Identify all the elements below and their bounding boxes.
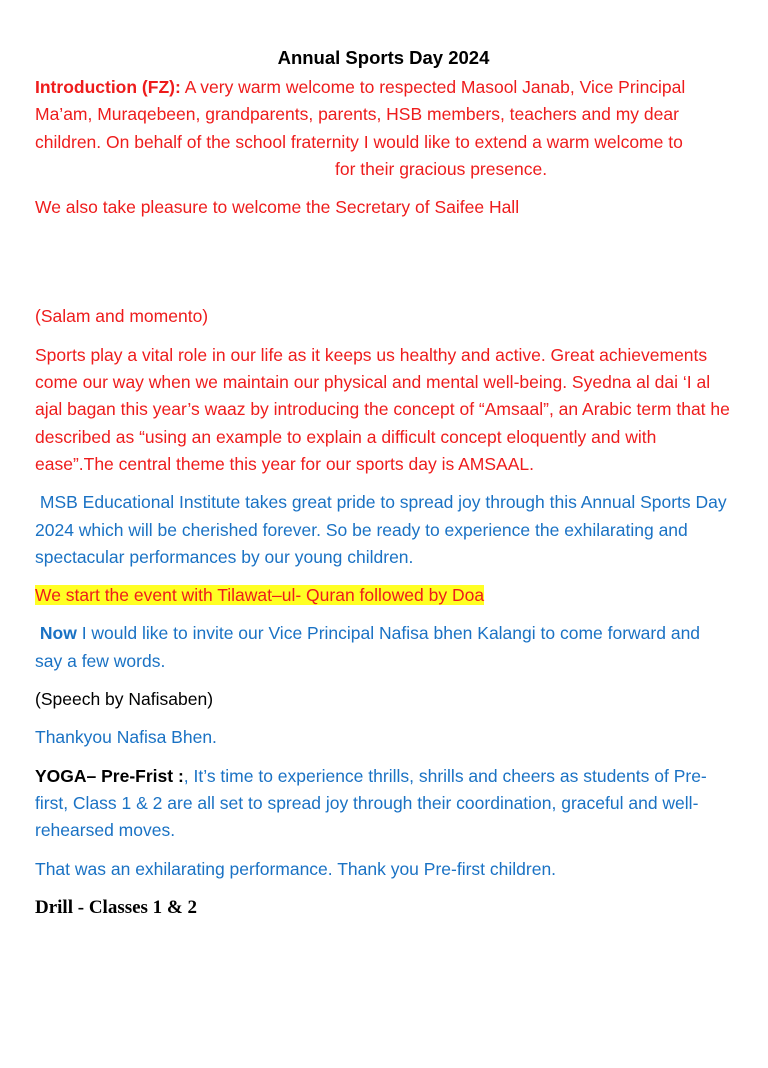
salam-note: (Salam and momento) — [35, 306, 209, 327]
document-page — [0, 44, 768, 1068]
introduction-text: A very warm welcome to respected Masool Janab, Vice Principal Ma’am, Muraqebeen, grandparents, parents, HSB members, teachers and my dear children. On behalf of the school fraternity I would like to extend a warm welcome to — [35, 77, 686, 152]
drill-heading: Drill - Classes 1 & 2 — [35, 896, 198, 918]
invite-text: I would like to invite our Vice Principal Nafisa bhen Kalangi to come forward and say a few words. — [35, 623, 705, 671]
document-title: Annual Sports Day 2024 — [277, 47, 490, 68]
yoga-paragraph — [35, 763, 732, 845]
yoga-text: , It’s time to experience thrills, shrills and cheers as students of Pre-first, Class 1 & 2 are all set to spread joy through their coordination, graceful and well-rehearsed moves. — [35, 765, 707, 841]
introduction-label: Introduction (FZ): — [35, 77, 181, 97]
speech-note: (Speech by Nafisaben) — [35, 689, 214, 710]
msb-paragraph: MSB Educational Institute takes great pride to spread joy through this Annual Sports Day 2024 which will be cherished forever. So be ready to experience the exhilarating and spectacular performances by our young children. — [35, 492, 732, 567]
introduction-text-end: for their gracious presence. — [335, 158, 548, 179]
thanks-nafisa: Thankyou Nafisa Bhen. — [35, 727, 217, 748]
sports-paragraph: Sports play a vital role in our life as it keeps us healthy and active. Great achievements come our way when we maintain our physical and mental well-being. Syedna al dai ‘I al ajal bagan this year’s waaz by introducing the concept of “Amsaal”, an Arabic term that he described as “using an example to explain a difficult concept eloquently and with ease”.The central theme this year for our sports day is AMSAAL. — [35, 344, 730, 474]
yoga-label: YOGA– Pre-Frist : — [35, 765, 184, 786]
yoga-thanks: That was an exhilarating performance. Thank you Pre-first children. — [35, 858, 557, 879]
tilawat-highlight: We start the event with Tilawat–ul- Quran followed by Doa — [35, 585, 485, 606]
introduction-paragraph — [35, 74, 732, 183]
invite-label: Now — [35, 623, 77, 644]
secretary-welcome: We also take pleasure to welcome the Secretary of Saifee Hall — [35, 197, 520, 218]
tilawat-line — [35, 582, 732, 609]
invite-paragraph — [35, 620, 732, 675]
